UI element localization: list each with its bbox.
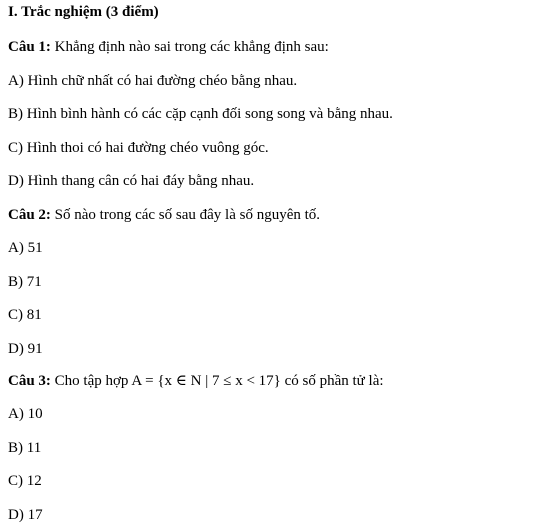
question-1-option-d: D) Hình thang cân có hai đáy bằng nhau. (8, 173, 255, 189)
question-3-option-c: C) 12 (8, 473, 42, 489)
question-2-option-c: C) 81 (8, 307, 42, 323)
question-2-label: Câu 2: (8, 207, 51, 223)
question-1-stem (8, 38, 329, 56)
question-2-option-d: D) 91 (8, 341, 43, 357)
question-3-stem (8, 372, 384, 390)
question-2-text: Số nào trong các số sau đây là số nguyên tố. (50, 207, 321, 223)
question-2-option-a: A) 51 (8, 240, 43, 256)
question-3-option-a: A) 10 (8, 406, 43, 422)
question-1-label: Câu 1: (8, 39, 51, 55)
question-1-option-b: B) Hình bình hành có các cặp cạnh đối song song và bằng nhau. (8, 106, 393, 122)
question-3-option-b: B) 11 (8, 440, 42, 456)
question-3-text: Cho tập hợp A = {x ∈ N | 7 ≤ x < 17} có số phần tử là: (50, 373, 384, 389)
question-3-option-d: D) 17 (8, 507, 43, 523)
question-1-option-a: A) Hình chữ nhất có hai đường chéo bằng nhau. (8, 73, 298, 89)
question-3-label: Câu 3: (8, 373, 51, 389)
question-1-option-c: C) Hình thoi có hai đường chéo vuông góc. (8, 140, 269, 156)
section-title: I. Trắc nghiệm (3 điểm) (8, 4, 159, 20)
question-2-option-b: B) 71 (8, 274, 42, 290)
question-2-stem (8, 206, 320, 224)
question-1-text: Khẳng định nào sai trong các khẳng định sau: (50, 39, 329, 55)
